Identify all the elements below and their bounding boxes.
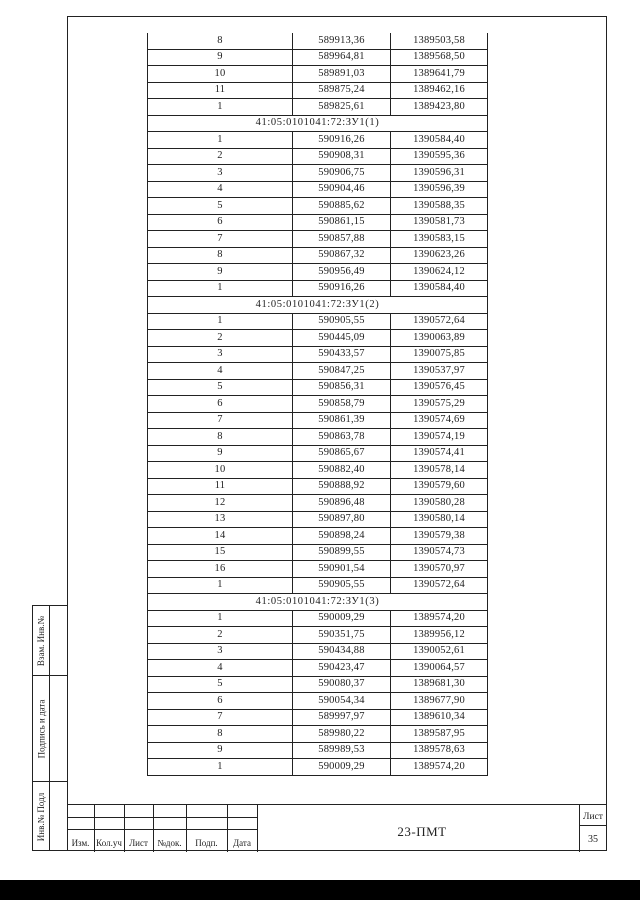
coordinate-y: 1389587,95	[391, 726, 488, 743]
coordinate-y: 1390574,69	[391, 412, 488, 429]
coordinate-y: 1390574,41	[391, 445, 488, 462]
coordinate-x: 590861,15	[293, 214, 391, 231]
coordinate-y: 1390064,57	[391, 660, 488, 677]
table-row	[148, 231, 488, 248]
coordinate-y: 1389677,90	[391, 693, 488, 710]
sheet-number: 35	[588, 834, 598, 845]
parcel-number: 41:05:0101041:72:ЗУ1(2)	[148, 297, 488, 314]
table-row	[148, 181, 488, 198]
parcel-number: 41:05:0101041:72:ЗУ1(1)	[148, 115, 488, 132]
table-row	[148, 82, 488, 99]
point-number: 1	[148, 99, 293, 116]
coordinate-x: 589875,24	[293, 82, 391, 99]
coordinate-x: 590009,29	[293, 610, 391, 627]
coordinate-y: 1390596,39	[391, 181, 488, 198]
coordinate-y: 1390583,15	[391, 231, 488, 248]
point-number: 2	[148, 627, 293, 644]
point-number: 10	[148, 462, 293, 479]
point-number: 7	[148, 231, 293, 248]
coordinate-x: 590905,55	[293, 313, 391, 330]
col-label-list: Лист	[129, 838, 148, 848]
title-block	[67, 804, 607, 851]
coordinate-x: 589825,61	[293, 99, 391, 116]
coordinate-x: 590445,09	[293, 330, 391, 347]
coordinate-x: 590054,34	[293, 693, 391, 710]
coordinate-x: 590899,55	[293, 544, 391, 561]
coordinate-y: 1389503,58	[391, 33, 488, 49]
point-number: 8	[148, 429, 293, 446]
table-row	[148, 330, 488, 347]
point-number: 1	[148, 313, 293, 330]
coordinate-y: 1390574,73	[391, 544, 488, 561]
point-number: 6	[148, 693, 293, 710]
table-row	[148, 313, 488, 330]
coordinate-x: 590858,79	[293, 396, 391, 413]
parcel-header-row	[148, 115, 488, 132]
coordinate-y: 1390624,12	[391, 264, 488, 281]
coordinate-y: 1390595,36	[391, 148, 488, 165]
coordinate-y: 1389574,20	[391, 759, 488, 776]
point-number: 14	[148, 528, 293, 545]
coordinate-x: 589913,36	[293, 33, 391, 49]
document-code: 23-ПМТ	[397, 824, 447, 839]
table-row	[148, 148, 488, 165]
point-number: 1	[148, 577, 293, 594]
coordinate-y: 1390572,64	[391, 313, 488, 330]
table-row	[148, 742, 488, 759]
parcel-header-row	[148, 594, 488, 611]
table-row	[148, 346, 488, 363]
point-number: 2	[148, 148, 293, 165]
table-row	[148, 132, 488, 149]
coordinate-y: 1389956,12	[391, 627, 488, 644]
inv-label: Инв.№ Подл	[36, 792, 46, 842]
table-row	[148, 528, 488, 545]
coordinate-y: 1389641,79	[391, 66, 488, 83]
coordinate-x: 590856,31	[293, 379, 391, 396]
table-row	[148, 676, 488, 693]
parcel-header-row	[148, 297, 488, 314]
coordinate-x: 589891,03	[293, 66, 391, 83]
point-number: 11	[148, 82, 293, 99]
point-number: 7	[148, 709, 293, 726]
point-number: 1	[148, 610, 293, 627]
coordinate-y: 1390584,40	[391, 132, 488, 149]
point-number: 1	[148, 759, 293, 776]
coordinate-x: 590898,24	[293, 528, 391, 545]
coordinate-y: 1389681,30	[391, 676, 488, 693]
table-row	[148, 363, 488, 380]
coordinate-x: 590897,80	[293, 511, 391, 528]
coordinate-y: 1390596,31	[391, 165, 488, 182]
table-row	[148, 214, 488, 231]
coordinate-x: 590863,78	[293, 429, 391, 446]
coordinate-x: 590885,62	[293, 198, 391, 215]
coordinate-x: 590433,57	[293, 346, 391, 363]
table-row	[148, 544, 488, 561]
point-number: 12	[148, 495, 293, 512]
coordinate-x: 590009,29	[293, 759, 391, 776]
col-label-data: Дата	[233, 838, 251, 848]
point-number: 6	[148, 214, 293, 231]
point-number: 8	[148, 247, 293, 264]
table-row	[148, 66, 488, 83]
point-number: 5	[148, 198, 293, 215]
table-row	[148, 379, 488, 396]
coordinates-table	[147, 33, 488, 776]
side-stamp	[32, 605, 68, 851]
table-row	[148, 165, 488, 182]
point-number: 4	[148, 363, 293, 380]
point-number: 5	[148, 676, 293, 693]
table-row	[148, 429, 488, 446]
point-number: 4	[148, 660, 293, 677]
coordinate-x: 590956,49	[293, 264, 391, 281]
coordinate-y: 1390075,85	[391, 346, 488, 363]
table-row	[148, 33, 488, 49]
coordinate-x: 590916,26	[293, 280, 391, 297]
point-number: 11	[148, 478, 293, 495]
coordinate-y: 1390537,97	[391, 363, 488, 380]
coordinate-y: 1389462,16	[391, 82, 488, 99]
point-number: 3	[148, 165, 293, 182]
coordinate-x: 590847,25	[293, 363, 391, 380]
table-row	[148, 643, 488, 660]
table-row	[148, 280, 488, 297]
coordinate-x: 590888,92	[293, 478, 391, 495]
coordinate-x: 590906,75	[293, 165, 391, 182]
coordinate-x: 589964,81	[293, 49, 391, 66]
coordinate-x: 590896,48	[293, 495, 391, 512]
coordinate-y: 1389574,20	[391, 610, 488, 627]
point-number: 5	[148, 379, 293, 396]
coordinate-y: 1390581,73	[391, 214, 488, 231]
table-row	[148, 693, 488, 710]
side-stamp-inv	[33, 782, 49, 852]
point-number: 7	[148, 412, 293, 429]
table-row	[148, 561, 488, 578]
point-number: 4	[148, 181, 293, 198]
coordinate-x: 589989,53	[293, 742, 391, 759]
col-label-izm: Изм.	[71, 838, 90, 848]
coordinate-x: 590901,54	[293, 561, 391, 578]
coordinate-x: 590908,31	[293, 148, 391, 165]
point-number: 1	[148, 280, 293, 297]
table-row	[148, 99, 488, 116]
point-number: 1	[148, 132, 293, 149]
coordinate-x: 589980,22	[293, 726, 391, 743]
coordinate-x: 590861,39	[293, 412, 391, 429]
coordinate-y: 1390572,64	[391, 577, 488, 594]
table-row	[148, 462, 488, 479]
coordinate-x: 590351,75	[293, 627, 391, 644]
point-number: 9	[148, 445, 293, 462]
point-number: 3	[148, 643, 293, 660]
coordinate-y: 1389610,34	[391, 709, 488, 726]
table-row	[148, 577, 488, 594]
coordinate-x: 590904,46	[293, 181, 391, 198]
table-row	[148, 412, 488, 429]
sheet-label: Лист	[583, 812, 603, 822]
col-label-podp: Подп.	[195, 838, 218, 848]
point-number: 16	[148, 561, 293, 578]
point-number: 15	[148, 544, 293, 561]
point-number: 2	[148, 330, 293, 347]
coordinate-y: 1390588,35	[391, 198, 488, 215]
coordinate-x: 590916,26	[293, 132, 391, 149]
table-row	[148, 198, 488, 215]
coordinate-y: 1389568,50	[391, 49, 488, 66]
table-row	[148, 396, 488, 413]
col-label-kolvo: Кол.уч	[96, 838, 122, 848]
coordinate-x: 590865,67	[293, 445, 391, 462]
coordinate-x: 590905,55	[293, 577, 391, 594]
table-row	[148, 709, 488, 726]
table-row	[148, 511, 488, 528]
coordinate-y: 1390576,45	[391, 379, 488, 396]
podpis-label: Подпись и дата	[36, 699, 46, 759]
table-row	[148, 627, 488, 644]
table-row	[148, 610, 488, 627]
point-number: 8	[148, 33, 293, 49]
coordinate-x: 590080,37	[293, 676, 391, 693]
point-number: 6	[148, 396, 293, 413]
coordinate-y: 1390575,29	[391, 396, 488, 413]
coordinate-y: 1390063,89	[391, 330, 488, 347]
point-number: 13	[148, 511, 293, 528]
coordinate-y: 1389423,80	[391, 99, 488, 116]
coordinate-x: 590423,47	[293, 660, 391, 677]
coordinate-y: 1390052,61	[391, 643, 488, 660]
bottom-scan-bar	[0, 880, 640, 900]
coordinate-y: 1390584,40	[391, 280, 488, 297]
coordinate-y: 1390579,38	[391, 528, 488, 545]
point-number: 3	[148, 346, 293, 363]
coordinate-y: 1390570,97	[391, 561, 488, 578]
point-number: 9	[148, 49, 293, 66]
point-number: 9	[148, 264, 293, 281]
coordinate-y: 1389578,63	[391, 742, 488, 759]
coordinate-y: 1390580,28	[391, 495, 488, 512]
coordinate-x: 589997,97	[293, 709, 391, 726]
table-row	[148, 660, 488, 677]
coordinate-x: 590882,40	[293, 462, 391, 479]
parcel-number: 41:05:0101041:72:ЗУ1(3)	[148, 594, 488, 611]
coordinate-x: 590857,88	[293, 231, 391, 248]
table-row	[148, 49, 488, 66]
table-row	[148, 264, 488, 281]
coordinate-y: 1390623,26	[391, 247, 488, 264]
coordinate-y: 1390580,14	[391, 511, 488, 528]
coordinate-y: 1390579,60	[391, 478, 488, 495]
coordinate-x: 590434,88	[293, 643, 391, 660]
table-row	[148, 759, 488, 776]
coordinate-x: 590867,32	[293, 247, 391, 264]
table-row	[148, 495, 488, 512]
col-label-ndok: №док.	[157, 838, 182, 848]
point-number: 8	[148, 726, 293, 743]
table-row	[148, 726, 488, 743]
vzam-label: Взам. Инв.№	[36, 615, 46, 667]
coordinate-y: 1390574,19	[391, 429, 488, 446]
table-row	[148, 445, 488, 462]
point-number: 9	[148, 742, 293, 759]
table-row	[148, 478, 488, 495]
coordinate-y: 1390578,14	[391, 462, 488, 479]
point-number: 10	[148, 66, 293, 83]
table-row	[148, 247, 488, 264]
